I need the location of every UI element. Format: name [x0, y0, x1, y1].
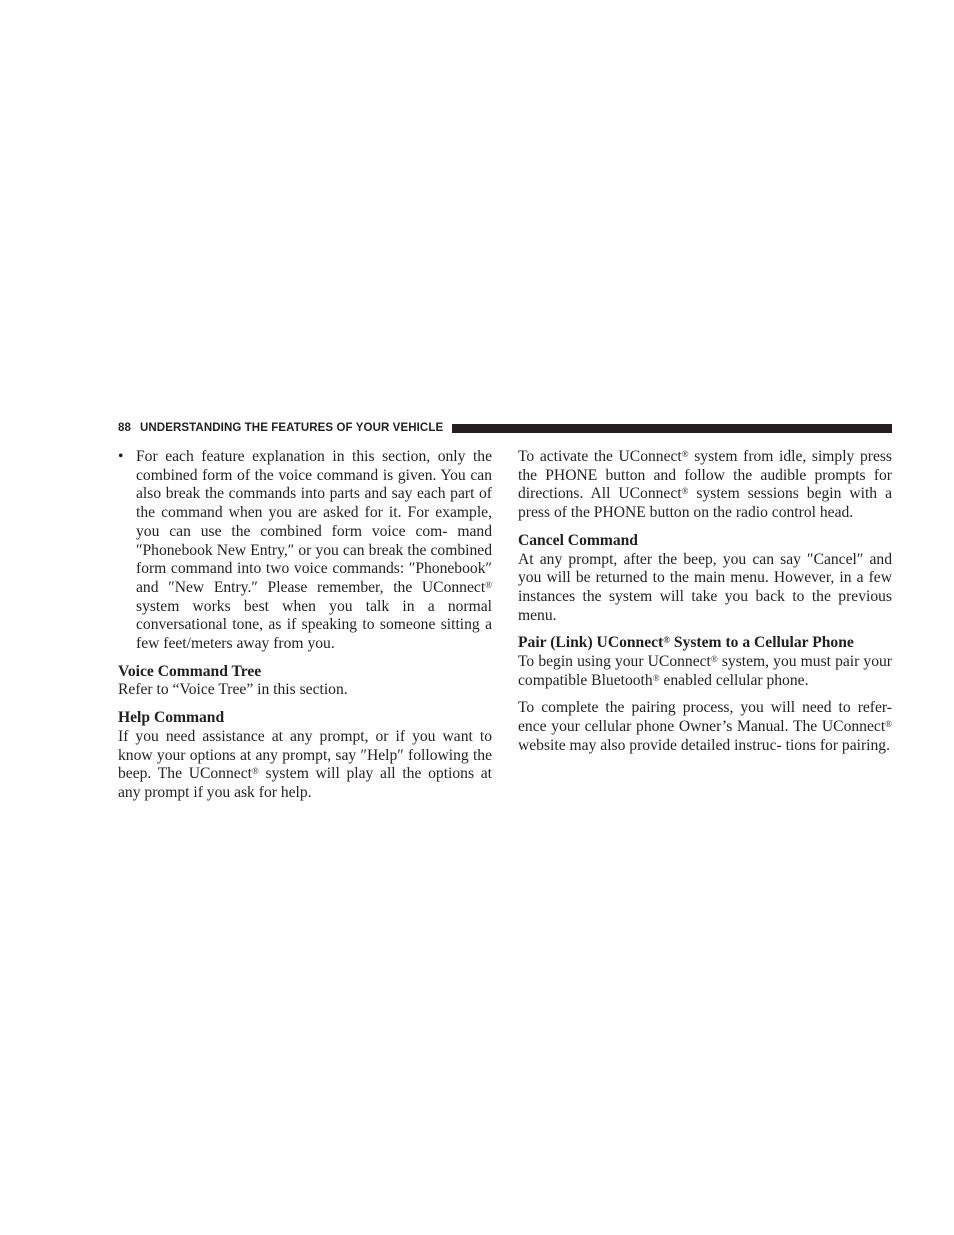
cancel-command-body: At any prompt, after the beep, you can say ″Cancel″ and you will be returned to the main menu. However, in a few instances the system will take you back to the previous menu. — [518, 550, 892, 624]
complete-pairing-body: To complete the pairing process, you will need to refer- ence your cellular phone Owner’s Manual. The UConnect® website may also provide detailed instruc- tions for pairing. — [518, 699, 892, 754]
registered-mark: ® — [663, 635, 670, 646]
pair-heading: Pair (Link) UConnect® System to a Cellular Phone — [518, 634, 854, 652]
right-column — [518, 448, 892, 765]
help-command-body: If you need assistance at any prompt, or if you want to know your options at any prompt, say ″Help″ following the beep. The UConnect® system will play all the options at any prompt if you ask for help. — [118, 727, 492, 801]
bullet-text: For each feature explanation in this section, only the combined form of the voice command is given. You can also break the commands into parts and say each part of the command when you are asked for it. For example, you can use the combined form voice com- mand ″Phonebook New Entry,″ or you can break the combined form command into two voice commands: ″Phonebook″ and ″New Entry.″ Please remember, the UConnect® system works best when you talk in a normal conversational tone, as if speaking to someone sitting a few feet/meters away from you. — [136, 448, 492, 653]
pair-section — [518, 634, 892, 690]
registered-mark: ® — [710, 654, 718, 665]
running-header-title: UNDERSTANDING THE FEATURES OF YOUR VEHICLE — [140, 422, 444, 434]
bullet-list-item — [118, 448, 492, 654]
voice-command-tree-body: Refer to “Voice Tree” in this section. — [118, 681, 348, 699]
registered-mark: ® — [652, 672, 660, 683]
cancel-command-section — [518, 532, 892, 626]
help-command-section — [118, 709, 492, 803]
voice-command-tree-section — [118, 663, 492, 700]
help-command-heading: Help Command — [118, 709, 225, 727]
header-rule — [452, 424, 892, 433]
registered-mark: ® — [885, 719, 892, 730]
page-header — [118, 420, 892, 436]
registered-mark: ® — [485, 579, 492, 590]
activate-section — [518, 448, 892, 523]
pair-body: To begin using your UConnect® system, you must pair your compatible Bluetooth® enabled cellular phone. — [518, 653, 892, 689]
left-column — [118, 448, 492, 812]
activate-body: To activate the UConnect® system from idle, simply press the PHONE button and follow the audible prompts for directions. All UConnect® system sessions begin with a press of the PHONE button on the radio control head. — [518, 448, 892, 522]
registered-mark: ® — [681, 486, 689, 497]
page-number: 88 — [118, 422, 131, 434]
complete-pairing-section — [518, 699, 892, 755]
bullet-mark: • — [118, 448, 124, 465]
voice-command-tree-heading: Voice Command Tree — [118, 662, 262, 680]
registered-mark: ® — [681, 449, 689, 459]
registered-mark: ® — [251, 766, 259, 777]
cancel-command-heading: Cancel Command — [518, 531, 638, 549]
